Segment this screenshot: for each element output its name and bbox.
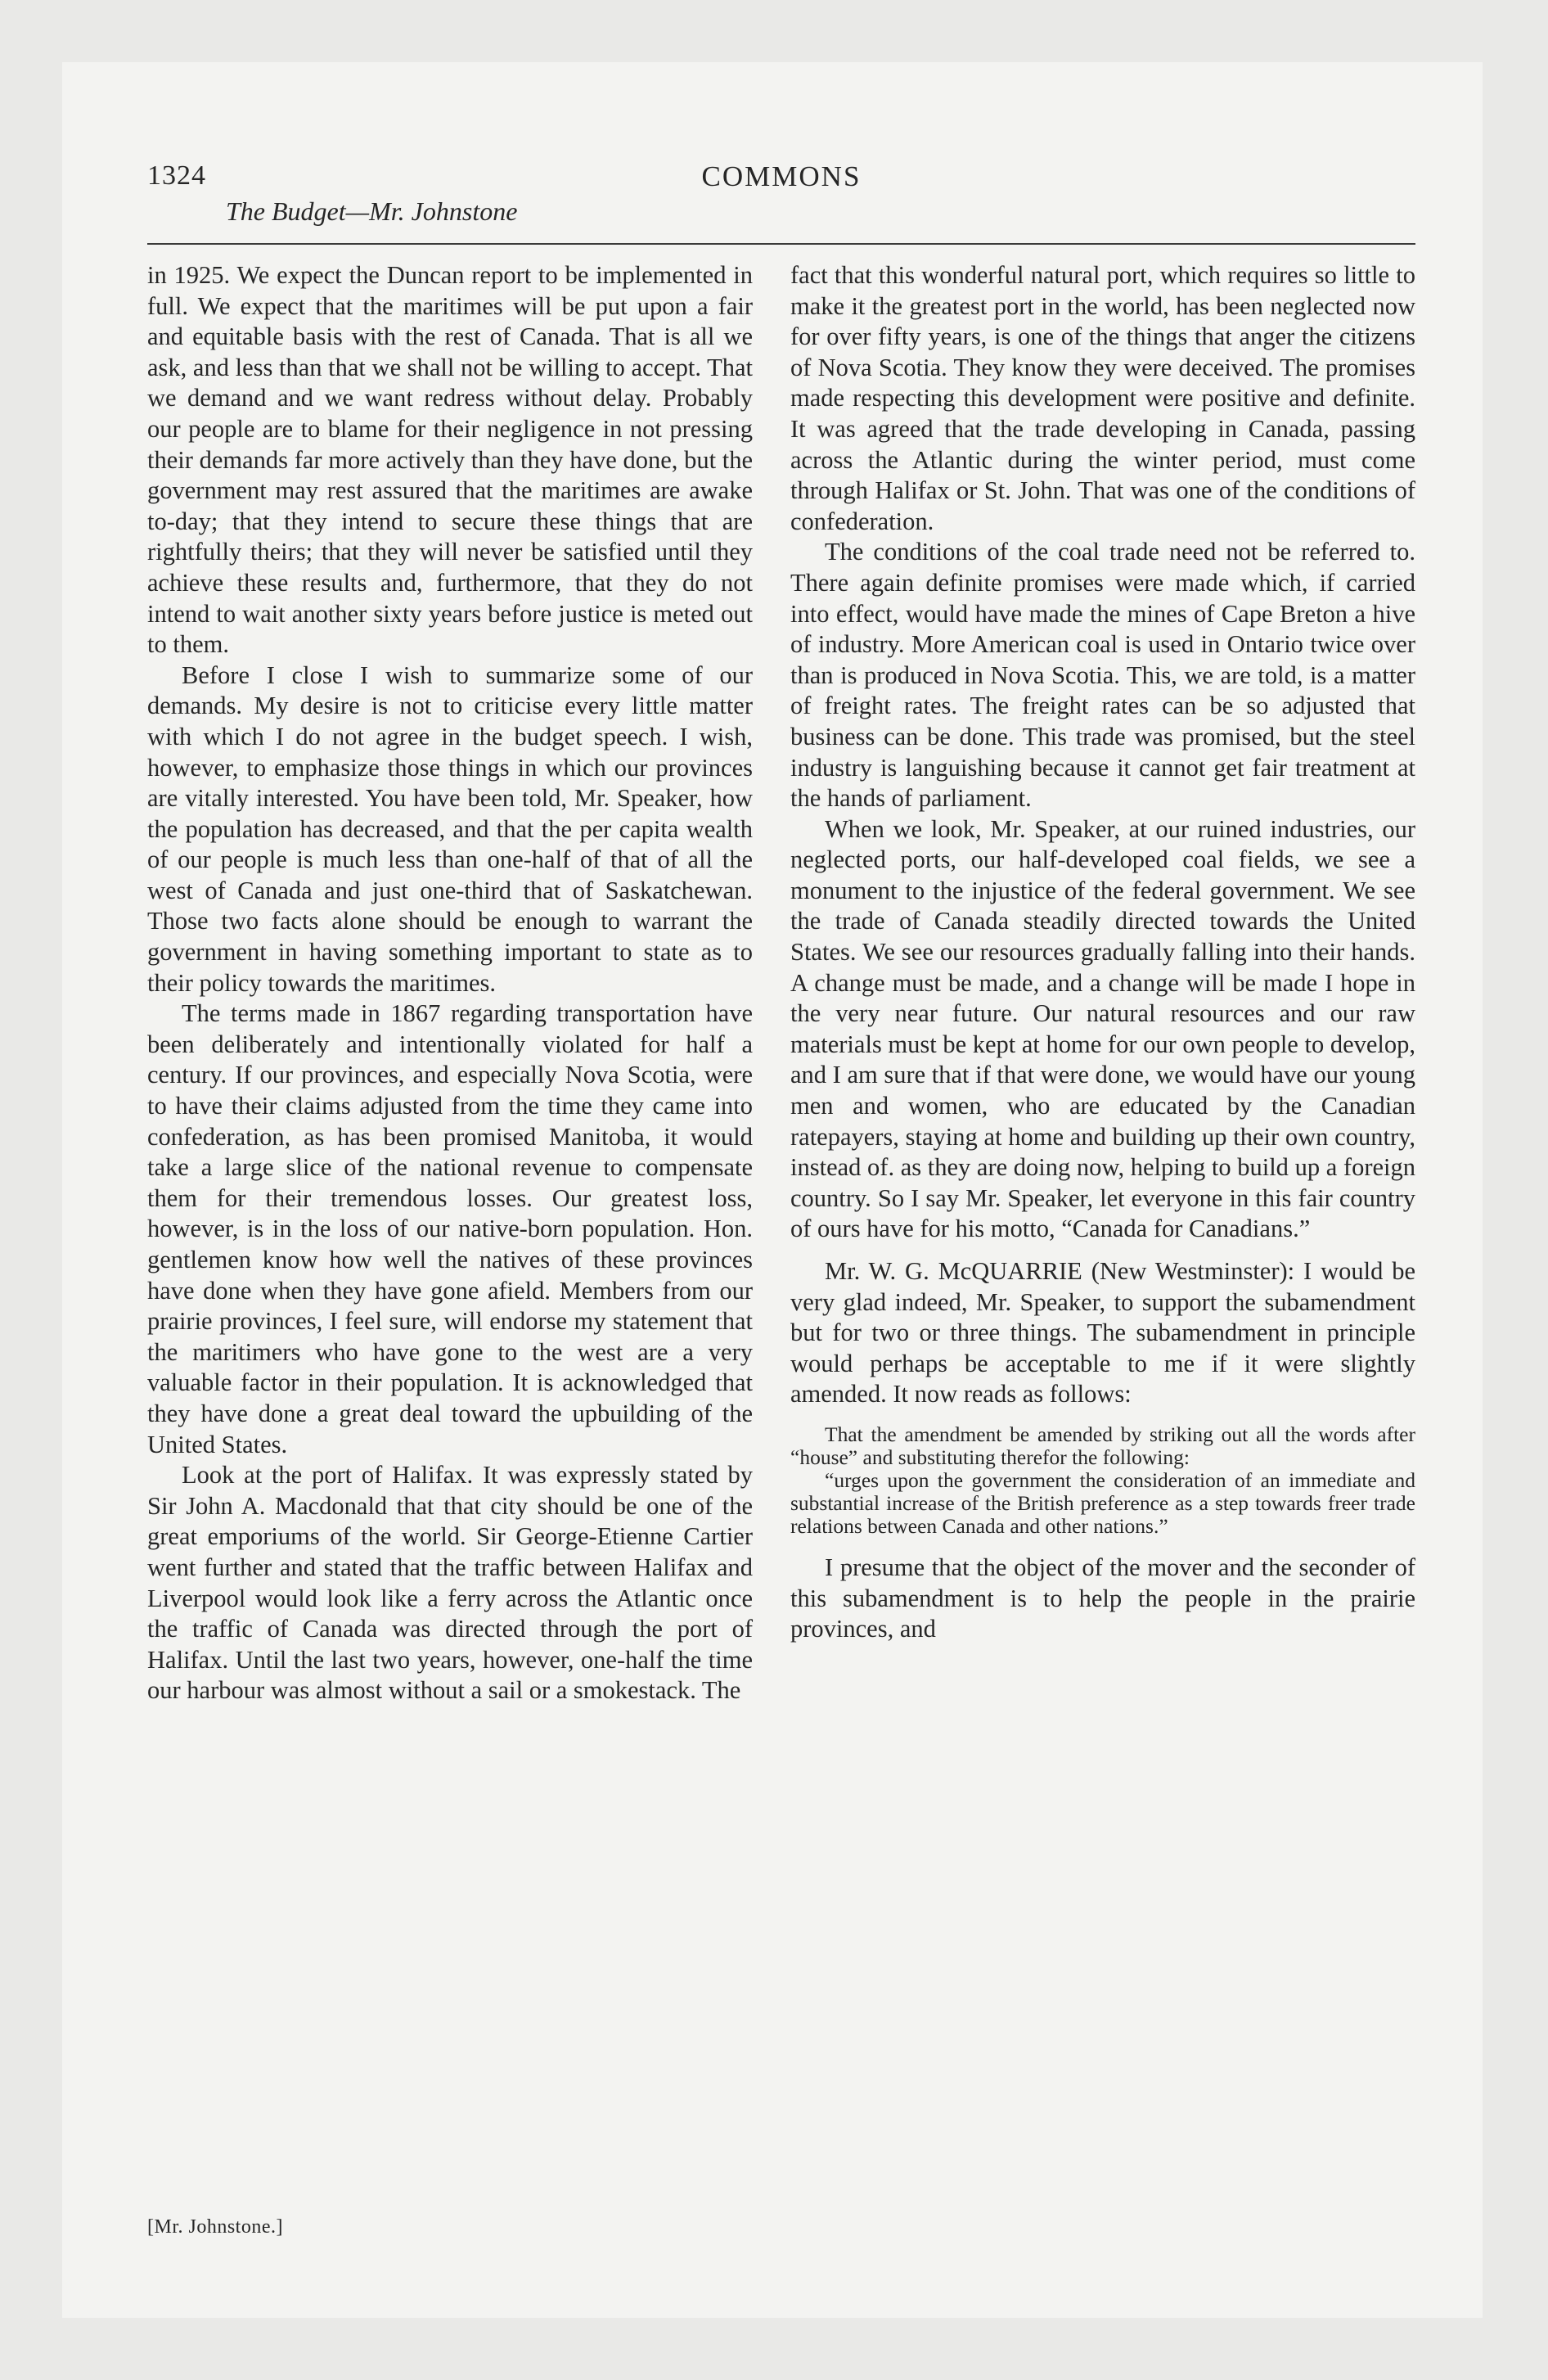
paragraph: The terms made in 1867 regarding transportation have been deliberately and intentionally violated for half a century. If our provinces, and especially Nova Scotia, were to have their claims adjusted from the time they came into confederation, as has been promised Manitoba, it would take a large slice of the national revenue to compensate them for their tremendous losses. Our greatest loss, however, is in the loss of our native-born population. Hon. gentlemen know how well the natives of these provinces have done when they have gone afield. Members from our prairie provinces, I feel sure, will endorse my statement that the maritimers who have gone to the west are a very valuable factor in their population. It is acknowledged that they have done a great deal toward the upbuilding of the United States. (147, 999, 753, 1458)
page-subtitle: The Budget—Mr. Johnstone (226, 196, 518, 226)
paragraph: Look at the port of Halifax. It was expressly stated by Sir John A. Macdonald that that city should be one of the great emporiums of the world. Sir George-Etienne Cartier went further and stated that the traffic between Halifax and Liverpool would look like a ferry across the Atlantic once the traffic of Canada was directed through the port of Halifax. Until the last two years, however, one-half the time our harbour was almost without a sail or a smokestack. The (147, 1461, 753, 1705)
running-title: COMMONS (701, 160, 862, 192)
footer-attribution: [Mr. Johnstone.] (147, 2216, 283, 2238)
page-header (147, 160, 1415, 239)
paragraph: When we look, Mr. Speaker, at our ruined industries, our neglected ports, our half-developed coal fields, we see a monument to the injustice of the federal government. We see the trade of Canada steadily directed towards the United States. We see our resources gradually falling into their hands. A change must be made, and a change will be made I hope in the very near future. Our natural resources and our raw materials must be kept at home for our own people to develop, and I am sure that if that were done, we would have our young men and women, who are educated by the Canadian ratepayers, staying at home and building up their own country, instead of. as they are doing now, helping to build up a foreign country. So I say Mr. Speaker, let everyone in this fair country of ours have for his motto, “Canada for Canadians.” (790, 814, 1415, 1243)
header-rule (147, 243, 1415, 245)
paragraph: I presume that the object of the mover and the seconder of this subamendment is to help the people in the prairie provinces, and (790, 1553, 1415, 1643)
page-number: 1324 (147, 160, 206, 191)
paragraph: fact that this wonderful natural port, which requires so little to make it the greatest port in the world, has been neglected now for over fifty years, is one of the things that anger the citizens of Nova Scotia. They know they were deceived. The promises made respecting this development were positive and definite. It was agreed that the trade developing in Canada, passing across the Atlantic during the winter period, must come through Halifax or St. John. That was one of the conditions of confederation. (790, 261, 1415, 535)
quoted-motion (790, 1423, 1415, 1538)
paragraph: The conditions of the coal trade need not be referred to. There again definite promises were made which, if carried into effect, would have made the mines of Cape Breton a hive of industry. More American coal is used in Ontario twice over than is produced in Nova Scotia. This, we are told, is a matter of freight rates. The freight rates can be so adjusted that business can be done. This trade was promised, but the steel industry is languishing because it cannot get fair treatment at the hands of parliament. (790, 538, 1415, 813)
left-column (147, 260, 753, 1706)
paragraph: Before I close I wish to summarize some of our demands. My desire is not to criticise every little matter with which I do not agree in the budget speech. I wish, however, to emphasize those things in which our provinces are vitally interested. You have been told, Mr. Speaker, how the population has decreased, and that the per capita wealth of our people is much less than one-half of that of all the west of Canada and just one-third that of Saskatchewan. Those two facts alone should be enough to warrant the government in having something important to state as to their policy towards the maritimes. (147, 660, 753, 997)
paragraph: in 1925. We expect the Duncan report to be implemented in full. We expect that the maritimes will be put upon a fair and equitable basis with the rest of Canada. That is all we ask, and less than that we shall not be willing to accept. That we demand and we want redress without delay. Probably our people are to blame for their negligence in not pressing their demands far more actively than they have done, but the government may rest assured that the maritimes are awake to-day; that they intend to secure these things that are rightfully theirs; that they will never be satisfied until they achieve these results and, furthermore, that they do not intend to wait another sixty years before justice is meted out to them. (147, 261, 753, 659)
right-column (790, 260, 1415, 1645)
speaker-paragraph: Mr. W. G. McQUARRIE (New Westminster): I would be very glad indeed, Mr. Speaker, to support the subamendment but for two or three things. The subamendment in principle would perhaps be acceptable to me if it were slightly amended. It now reads as follows: (790, 1257, 1415, 1409)
quote-paragraph: That the amendment be amended by striking out all the words after “house” and substituting therefor the following: (790, 1422, 1415, 1469)
quote-paragraph: “urges upon the government the consideration of an immediate and substantial increase of the British preference as a step towards freer trade relations between Canada and other nations.” (790, 1467, 1415, 1538)
